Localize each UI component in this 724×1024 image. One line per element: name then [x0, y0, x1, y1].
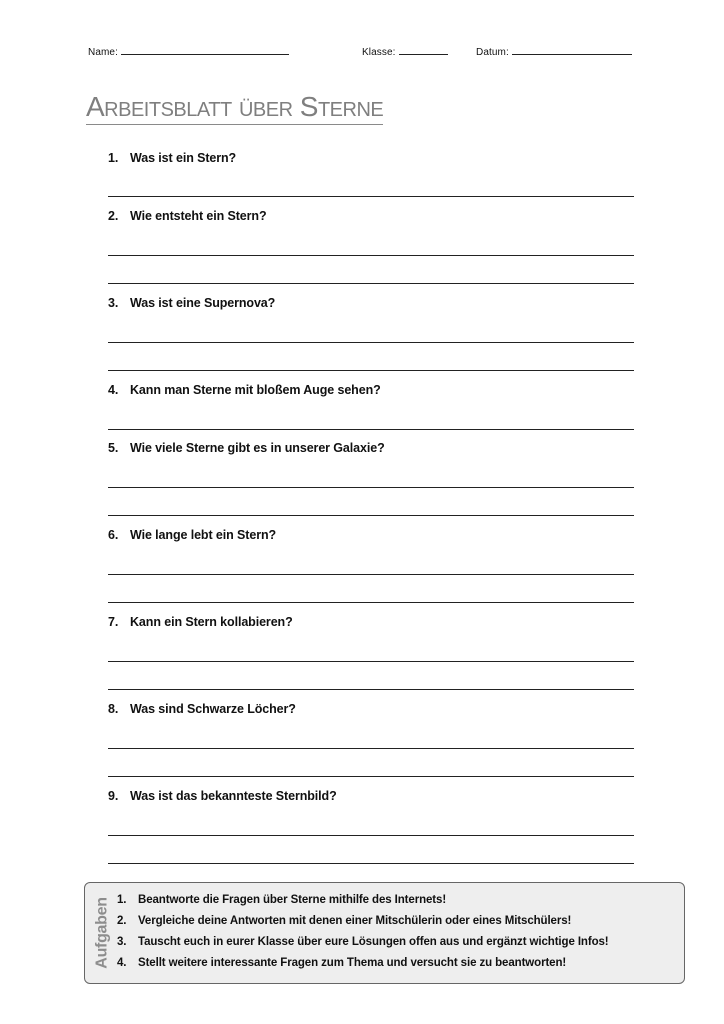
answer-line[interactable] [108, 370, 634, 371]
task-item [117, 932, 609, 953]
question-5 [108, 441, 385, 455]
task-item [117, 890, 609, 911]
tasks-box [84, 882, 685, 984]
question-number: 5. [108, 441, 119, 455]
page-title: Arbeitsblatt über Sterne [86, 90, 383, 125]
task-item [117, 911, 609, 932]
datum-field[interactable] [476, 45, 632, 58]
question-number: 4. [108, 383, 119, 397]
question-text: Wie viele Sterne gibt es in unserer Galaxie? [130, 441, 385, 455]
question-number: 3. [108, 296, 119, 310]
question-8 [108, 702, 296, 716]
question-9 [108, 789, 337, 803]
question-text: Was ist ein Stern? [130, 151, 237, 165]
question-text: Was sind Schwarze Löcher? [130, 702, 296, 716]
question-number: 9. [108, 789, 119, 803]
answer-line[interactable] [108, 429, 634, 430]
task-text: Beantworte die Fragen über Sterne mithilfe des Internets! [138, 894, 447, 906]
question-number: 1. [108, 151, 119, 165]
tasks-box-label [90, 887, 116, 979]
question-6 [108, 528, 276, 542]
task-number: 2. [117, 915, 127, 927]
question-number: 6. [108, 528, 119, 542]
answer-line[interactable] [108, 283, 634, 284]
task-number: 4. [117, 957, 127, 969]
klasse-label: Klasse: [362, 47, 396, 58]
datum-line[interactable] [512, 45, 632, 55]
task-text: Tauscht euch in eurer Klasse über eure Lösungen offen aus und ergänzt wichtige Infos! [138, 936, 609, 948]
answer-line[interactable] [108, 835, 634, 836]
klasse-line[interactable] [399, 45, 448, 55]
question-text: Kann man Sterne mit bloßem Auge sehen? [130, 383, 381, 397]
tasks-list [117, 890, 609, 974]
task-item [117, 953, 609, 974]
answer-line[interactable] [108, 689, 634, 690]
name-line[interactable] [121, 45, 289, 55]
answer-line[interactable] [108, 661, 634, 662]
question-3 [108, 296, 275, 310]
task-number: 1. [117, 894, 127, 906]
question-4 [108, 383, 381, 397]
answer-line[interactable] [108, 748, 634, 749]
question-7 [108, 615, 293, 629]
name-field[interactable] [88, 45, 289, 58]
datum-label: Datum: [476, 47, 509, 58]
question-number: 2. [108, 209, 119, 223]
answer-line[interactable] [108, 574, 634, 575]
answer-line[interactable] [108, 515, 634, 516]
task-number: 3. [117, 936, 127, 948]
tasks-box-label-text: Aufgaben [94, 897, 111, 969]
klasse-field[interactable] [362, 45, 448, 58]
question-text: Was ist das bekannteste Sternbild? [130, 789, 337, 803]
answer-line[interactable] [108, 602, 634, 603]
question-text: Wie entsteht ein Stern? [130, 209, 267, 223]
answer-line[interactable] [108, 196, 634, 197]
question-text: Kann ein Stern kollabieren? [130, 615, 293, 629]
task-text: Vergleiche deine Antworten mit denen einer Mitschülerin oder eines Mitschülers! [138, 915, 572, 927]
question-text: Wie lange lebt ein Stern? [130, 528, 277, 542]
question-1 [108, 151, 236, 165]
answer-line[interactable] [108, 487, 634, 488]
question-number: 7. [108, 615, 119, 629]
task-text: Stellt weitere interessante Fragen zum Thema und versucht sie zu beantworten! [138, 957, 567, 969]
answer-line[interactable] [108, 863, 634, 864]
name-label: Name: [88, 47, 118, 58]
question-text: Was ist eine Supernova? [130, 296, 276, 310]
answer-line[interactable] [108, 255, 634, 256]
answer-line[interactable] [108, 342, 634, 343]
question-2 [108, 209, 267, 223]
question-number: 8. [108, 702, 119, 716]
answer-line[interactable] [108, 776, 634, 777]
